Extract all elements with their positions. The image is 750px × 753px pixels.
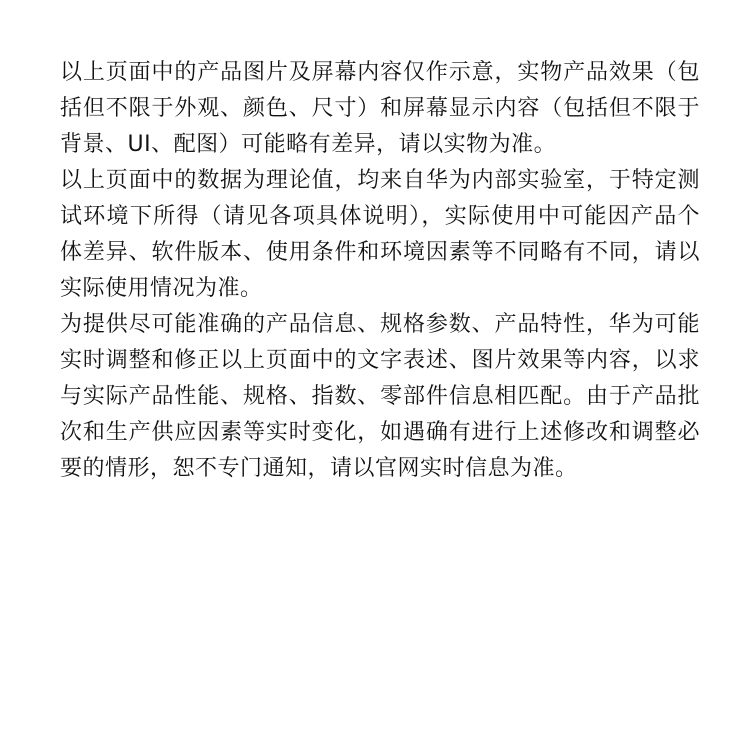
disclaimer-paragraph-realtime-adjustment: 为提供尽可能准确的产品信息、规格参数、产品特性，华为可能实时调整和修正以上页面中的文字表述、图片效果等内容，以求与实际产品性能、规格、指数、零部件信息相匹配。由于产品批次和生产供应因素等实时变化，如遇确有进行上述修改和调整必要的情形，恕不专门通知，请以官网实时信息为准。 bbox=[60, 312, 700, 481]
disclaimer-paragraph-product-images: 以上页面中的产品图片及屏幕内容仅作示意，实物产品效果（包括但不限于外观、颜色、尺寸）和屏幕显示内容（包括但不限于背景、UI、配图）可能略有差异，请以实物为准。 bbox=[60, 60, 700, 157]
disclaimer-paragraph-theoretical-data: 以上页面中的数据为理论值，均来自华为内部实验室，于特定测试环境下所得（请见各项具体说明），实际使用中可能因产品个体差异、软件版本、使用条件和环境因素等不同略有不同，请以实际使用情况为准。 bbox=[60, 168, 700, 301]
disclaimer-text-block bbox=[60, 55, 700, 487]
